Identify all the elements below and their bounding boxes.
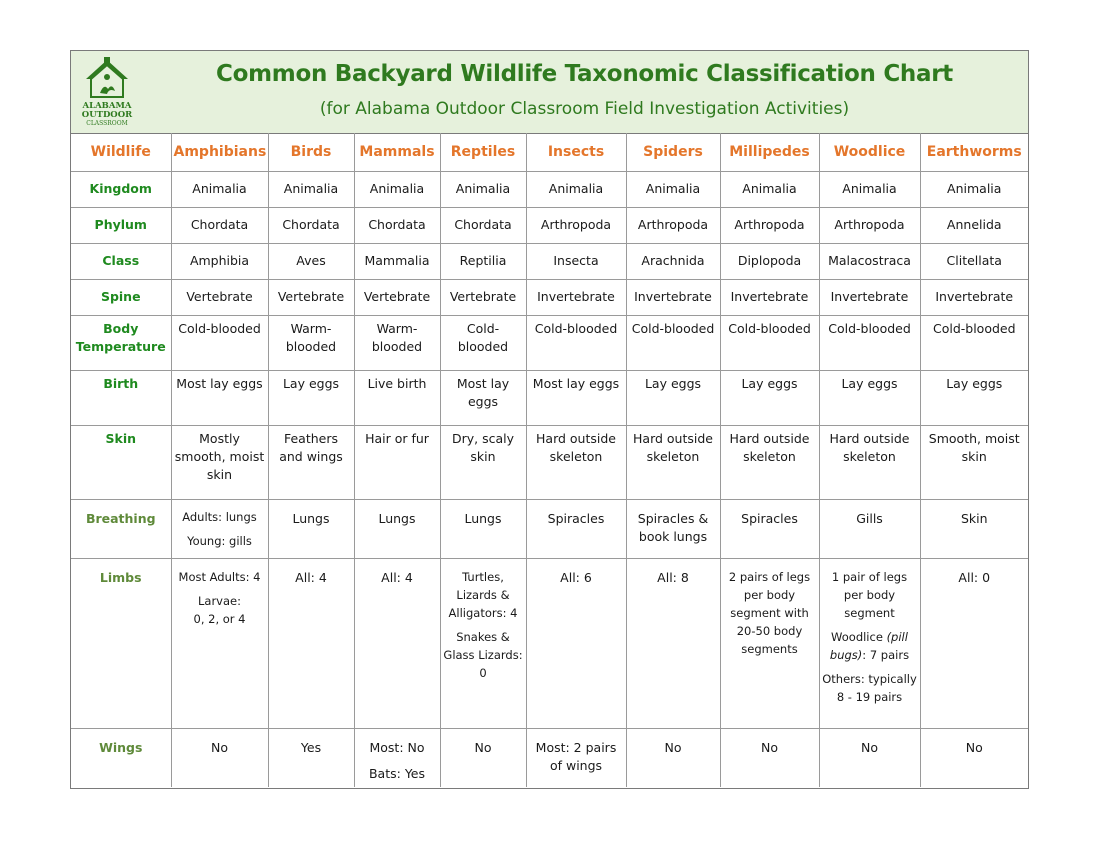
- table-cell: Lay eggs: [720, 370, 819, 425]
- table-cell: [354, 728, 440, 787]
- column-header: Millipedes: [720, 133, 819, 171]
- table-cell: Skin: [920, 499, 1028, 558]
- table-cell: Lay eggs: [920, 370, 1028, 425]
- page-title: Common Backyard Wildlife Taxonomic Classification Chart: [216, 61, 953, 87]
- table-cell: Animalia: [626, 171, 720, 207]
- table-cell: Chordata: [268, 207, 354, 243]
- table-cell: Most: 2 pairs of wings: [526, 728, 626, 787]
- table-cell: Vertebrate: [440, 279, 526, 315]
- table-cell: Cold-blooded: [440, 315, 526, 370]
- table-cell: Live birth: [354, 370, 440, 425]
- table-cell: Warm-blooded: [268, 315, 354, 370]
- table-cell: Insecta: [526, 243, 626, 279]
- table-cell: Cold-blooded: [920, 315, 1028, 370]
- schoolhouse-logo-icon: [78, 57, 136, 129]
- woodlice-count: : 7 pairs: [862, 647, 910, 662]
- table-row-body-temperature: [71, 315, 1028, 370]
- table-cell: [440, 558, 526, 728]
- title-banner: [71, 51, 1028, 134]
- row-label: Breathing: [71, 499, 171, 558]
- column-header: Reptiles: [440, 133, 526, 171]
- table-cell: Chordata: [354, 207, 440, 243]
- table-cell: Gills: [819, 499, 920, 558]
- table-row-phylum: [71, 207, 1028, 243]
- table-cell: Cold-blooded: [526, 315, 626, 370]
- table-cell: Hard outside skeleton: [526, 425, 626, 499]
- table-cell: No: [819, 728, 920, 787]
- table-cell: Most lay eggs: [526, 370, 626, 425]
- table-cell: Animalia: [440, 171, 526, 207]
- table-cell: Lungs: [354, 499, 440, 558]
- table-cell: All: 4: [354, 558, 440, 728]
- table-cell: Invertebrate: [920, 279, 1028, 315]
- table-row-class: [71, 243, 1028, 279]
- table-cell: Mammalia: [354, 243, 440, 279]
- table-cell: Most lay eggs: [440, 370, 526, 425]
- cell-line: Young: gills: [187, 533, 252, 548]
- cell-line: [822, 628, 918, 664]
- table-cell: Animalia: [526, 171, 626, 207]
- table-cell: Mostly smooth, moist skin: [171, 425, 268, 499]
- table-cell: No: [626, 728, 720, 787]
- table-cell: Animalia: [171, 171, 268, 207]
- row-label: Body Temperature: [71, 315, 171, 370]
- table-cell: Clitellata: [920, 243, 1028, 279]
- table-cell: Yes: [268, 728, 354, 787]
- row-label: Kingdom: [71, 171, 171, 207]
- table-cell: No: [440, 728, 526, 787]
- table-cell: Hard outside skeleton: [819, 425, 920, 499]
- table-cell: Animalia: [268, 171, 354, 207]
- column-header: Earthworms: [920, 133, 1028, 171]
- logo-text-classroom: CLASSROOM: [86, 120, 128, 127]
- cell-line: 8 - 19 pairs: [836, 689, 903, 704]
- table-cell: Lungs: [268, 499, 354, 558]
- row-label: Phylum: [71, 207, 171, 243]
- table-cell: [171, 499, 268, 558]
- table-cell: Vertebrate: [354, 279, 440, 315]
- table-cell: Smooth, moist skin: [920, 425, 1028, 499]
- table-cell: All: 8: [626, 558, 720, 728]
- table-cell: All: 6: [526, 558, 626, 728]
- table-cell: Hair or fur: [354, 425, 440, 499]
- table-cell: Diplopoda: [720, 243, 819, 279]
- table-row-limbs: [71, 558, 1028, 728]
- table-cell: No: [720, 728, 819, 787]
- column-header: Insects: [526, 133, 626, 171]
- table-cell: Lay eggs: [626, 370, 720, 425]
- row-label: Spine: [71, 279, 171, 315]
- table-cell: Cold-blooded: [171, 315, 268, 370]
- table-cell: No: [171, 728, 268, 787]
- cell-line: Larvae:: [198, 593, 241, 608]
- table-cell: Invertebrate: [626, 279, 720, 315]
- column-header: Amphibians: [171, 133, 268, 171]
- table-cell: All: 4: [268, 558, 354, 728]
- table-cell: Hard outside skeleton: [720, 425, 819, 499]
- cell-line: Others: typically: [822, 671, 917, 686]
- table-cell: [171, 558, 268, 728]
- table-cell: Malacostraca: [819, 243, 920, 279]
- table-cell: Invertebrate: [819, 279, 920, 315]
- classification-chart: [70, 50, 1029, 789]
- table-cell: Chordata: [440, 207, 526, 243]
- table-row-breathing: [71, 499, 1028, 558]
- table-row-skin: [71, 425, 1028, 499]
- table-cell: Cold-blooded: [626, 315, 720, 370]
- table-cell: No: [920, 728, 1028, 787]
- woodlice-note: (pill bugs): [829, 629, 908, 662]
- table-cell: Vertebrate: [171, 279, 268, 315]
- table-cell: Animalia: [354, 171, 440, 207]
- table-cell: Chordata: [171, 207, 268, 243]
- row-label: Skin: [71, 425, 171, 499]
- table-row-birth: [71, 370, 1028, 425]
- table-cell: Warm-blooded: [354, 315, 440, 370]
- table-cell: Amphibia: [171, 243, 268, 279]
- column-header: Mammals: [354, 133, 440, 171]
- cell-line: Most: No: [369, 739, 425, 755]
- table-cell: Feathers and wings: [268, 425, 354, 499]
- table-cell: Lay eggs: [819, 370, 920, 425]
- table-cell: All: 0: [920, 558, 1028, 728]
- table-cell: Annelida: [920, 207, 1028, 243]
- row-label: Birth: [71, 370, 171, 425]
- table-cell: Reptilia: [440, 243, 526, 279]
- table-cell: Spiracles: [720, 499, 819, 558]
- row-label: Wings: [71, 728, 171, 787]
- table-cell: Arthropoda: [626, 207, 720, 243]
- row-label: Limbs: [71, 558, 171, 728]
- column-header: Birds: [268, 133, 354, 171]
- cell-line: 0, 2, or 4: [193, 611, 246, 626]
- table-row-kingdom: [71, 171, 1028, 207]
- column-header: Spiders: [626, 133, 720, 171]
- table-cell: Cold-blooded: [720, 315, 819, 370]
- table-cell: Invertebrate: [720, 279, 819, 315]
- table-cell: Arachnida: [626, 243, 720, 279]
- page-subtitle: (for Alabama Outdoor Classroom Field Investigation Activities): [319, 99, 850, 119]
- table-cell: Spiracles: [526, 499, 626, 558]
- table-cell: Aves: [268, 243, 354, 279]
- logo-text-outdoor: OUTDOOR: [81, 110, 133, 120]
- woodlice-name: Woodlice: [831, 629, 883, 644]
- table-cell: 2 pairs of legs per body segment with 20-50 body segments: [720, 558, 819, 728]
- table-cell: Animalia: [920, 171, 1028, 207]
- table-cell: Most lay eggs: [171, 370, 268, 425]
- table-cell: Lay eggs: [268, 370, 354, 425]
- table-cell: [819, 558, 920, 728]
- table-cell: Vertebrate: [268, 279, 354, 315]
- table-cell: Invertebrate: [526, 279, 626, 315]
- cell-line: 1 pair of legs per body segment: [831, 569, 908, 620]
- table-cell: Hard outside skeleton: [626, 425, 720, 499]
- header-row: [71, 133, 1028, 171]
- table-row-wings: [71, 728, 1028, 787]
- cell-line: Most Adults: 4: [178, 569, 261, 584]
- cell-line: Bats: Yes: [368, 765, 425, 781]
- cell-line: Adults: lungs: [182, 509, 257, 524]
- cell-line: Turtles, Lizards & Alligators: 4: [448, 569, 518, 620]
- taxonomy-table: [71, 133, 1028, 787]
- table-cell: Animalia: [819, 171, 920, 207]
- table-cell: Arthropoda: [819, 207, 920, 243]
- table-row-spine: [71, 279, 1028, 315]
- table-cell: Arthropoda: [526, 207, 626, 243]
- table-cell: Cold-blooded: [819, 315, 920, 370]
- table-cell: Lungs: [440, 499, 526, 558]
- table-cell: Arthropoda: [720, 207, 819, 243]
- table-cell: Dry, scaly skin: [440, 425, 526, 499]
- logo-text-alabama: ALABAMA: [82, 101, 132, 111]
- cell-line: Snakes & Glass Lizards: 0: [443, 629, 523, 680]
- table-cell: Animalia: [720, 171, 819, 207]
- table-cell: Spiracles & book lungs: [626, 499, 720, 558]
- column-header: Woodlice: [819, 133, 920, 171]
- column-header: Wildlife: [71, 133, 171, 171]
- row-label: Class: [71, 243, 171, 279]
